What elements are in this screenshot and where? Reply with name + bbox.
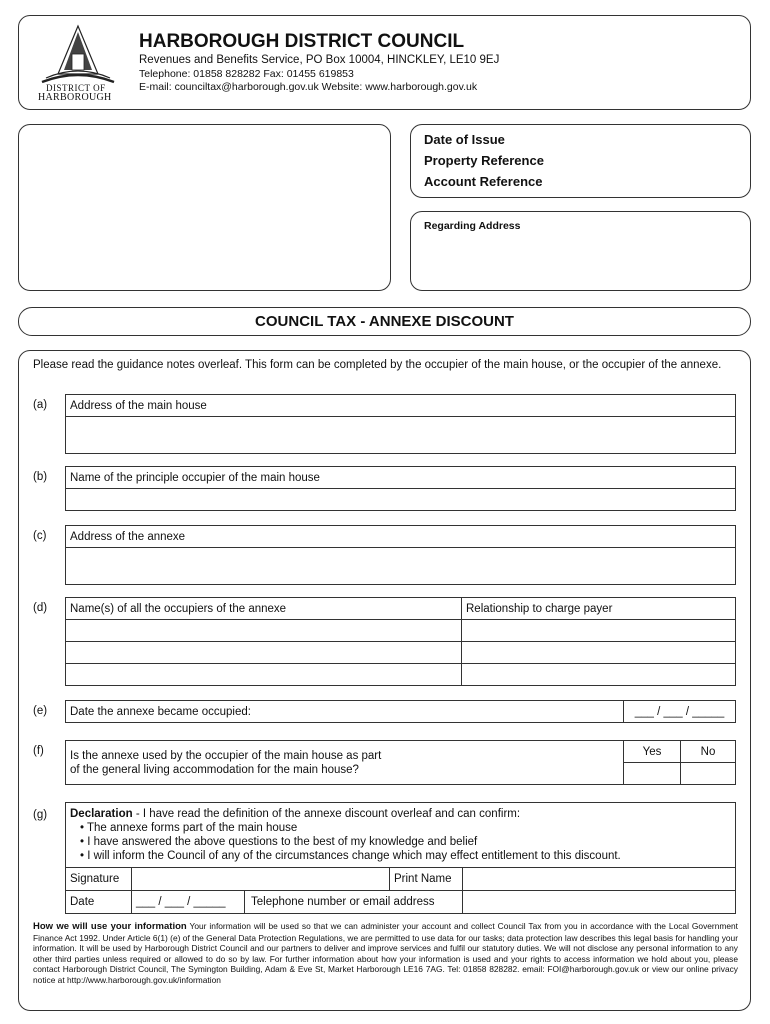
section-a-table: [65, 394, 736, 454]
occupied-date-field[interactable]: ___ / ___ / _____: [624, 701, 736, 723]
signature-field[interactable]: [132, 868, 390, 891]
relationship-field[interactable]: [462, 620, 736, 642]
annexe-occupier-name-field[interactable]: [66, 620, 462, 642]
signature-label: Signature: [66, 868, 132, 891]
main-house-address-label: Address of the main house: [66, 395, 736, 417]
privacy-text: Your information will be used so that we can administer your account and collect Council Tax from you in accordance with the Local Government Finance Act 1992. Under Article 6(1) (e) of the General Data Protection Regulations, we are permitted to use data for our tasks; data protection law describes this legal basis for handling your information. It will be used by Harborough District Council and our partners to deliver and improve services and fulfil our statutory duties. We will not disclose any personal information to any other third parties unless required or allowed to do so by law. For further information about how your information is used and your rights to access information we hold about you, please contact Harborough District Council, The Symington Building, Adam & Eve St, Market Harborough LE16 7AG. Tel: 01858 828282. email: FOI@harborough.gov.uk or view our online privacy notice at http://www.harborough.gov.uk/information: [33, 921, 738, 985]
relationship-label: Relationship to charge payer: [462, 598, 736, 620]
section-d-table: [65, 597, 736, 686]
section-f-marker: (f): [33, 745, 44, 757]
section-c-marker: (c): [33, 530, 47, 542]
principal-occupier-label: Name of the principle occupier of the main house: [66, 467, 736, 489]
print-name-field[interactable]: [463, 868, 736, 891]
logo-line2: HARBOROUGH: [38, 92, 112, 103]
phone-fax: Telephone: 01858 828282 Fax: 01455 619853: [139, 68, 354, 80]
recipient-address-box: [18, 124, 391, 291]
telephone-email-label: Telephone number or email address: [251, 896, 435, 908]
occupied-date-label: Date the annexe became occupied:: [66, 701, 624, 723]
council-logo: [36, 24, 120, 86]
main-house-address-field[interactable]: [66, 417, 736, 454]
question-line-1: Is the annexe used by the occupier of the main house as part: [70, 749, 382, 762]
declaration: [66, 803, 736, 868]
declaration-bullet: • The annexe forms part of the main house: [80, 822, 298, 834]
yes-label: Yes: [624, 741, 681, 763]
living-accommodation-question: [66, 741, 624, 785]
annexe-occupier-name-field[interactable]: [66, 642, 462, 664]
section-e-table: [65, 700, 736, 723]
relationship-field[interactable]: [462, 664, 736, 686]
email-website: E-mail: counciltax@harborough.gov.uk Website: www.harborough.gov.uk: [139, 81, 478, 93]
annexe-address-label: Address of the annexe: [66, 526, 736, 548]
no-label: No: [681, 741, 736, 763]
no-checkbox[interactable]: [681, 763, 736, 785]
declaration-date-field[interactable]: ___ / ___ / _____: [132, 891, 245, 913]
account-reference-label: Account Reference: [424, 174, 543, 189]
declaration-bullet: • I have answered the above questions to the best of my knowledge and belief: [80, 836, 478, 848]
regarding-address-label: Regarding Address: [424, 220, 521, 232]
question-line-2: of the general living accommodation for the main house?: [70, 763, 359, 776]
declaration-bullet: • I will inform the Council of any of the circumstances change which may effect entitlement to this discount.: [80, 850, 621, 862]
annexe-occupier-name-field[interactable]: [66, 664, 462, 686]
intro-text: Please read the guidance notes overleaf. This form can be completed by the occupier of the main house, or the occupier of the annexe.: [33, 359, 722, 371]
section-g-marker: (g): [33, 809, 48, 821]
section-b-table: [65, 466, 736, 511]
annexe-occupiers-label: Name(s) of all the occupiers of the annexe: [66, 598, 462, 620]
date-telephone-cell: [132, 891, 463, 914]
section-d-marker: (d): [33, 602, 48, 614]
telephone-email-field[interactable]: [463, 891, 736, 914]
service-address: Revenues and Benefits Service, PO Box 10004, HINCKLEY, LE10 9EJ: [139, 54, 500, 66]
section-g-table: [65, 802, 736, 914]
section-e-marker: (e): [33, 705, 48, 717]
council-title: HARBOROUGH DISTRICT COUNCIL: [139, 31, 465, 52]
print-name-label: Print Name: [390, 868, 463, 891]
section-b-marker: (b): [33, 471, 48, 483]
logo-line1: DISTRICT OF: [46, 83, 106, 93]
principal-occupier-field[interactable]: [66, 489, 736, 511]
date-of-issue-label: Date of Issue: [424, 132, 505, 147]
section-f-table: [65, 740, 736, 785]
section-c-table: [65, 525, 736, 585]
yes-checkbox[interactable]: [624, 763, 681, 785]
form-title: COUNCIL TAX - ANNEXE DISCOUNT: [255, 313, 514, 330]
privacy-notice: [33, 921, 738, 986]
annexe-address-field[interactable]: [66, 548, 736, 585]
relationship-field[interactable]: [462, 642, 736, 664]
property-reference-label: Property Reference: [424, 153, 544, 168]
declaration-heading: Declaration - I have read the definition of the annexe discount overleaf and can confirm:: [70, 808, 521, 820]
section-a-marker: (a): [33, 399, 48, 411]
date-label: Date: [66, 891, 132, 914]
privacy-heading: How we will use your information: [33, 921, 187, 932]
